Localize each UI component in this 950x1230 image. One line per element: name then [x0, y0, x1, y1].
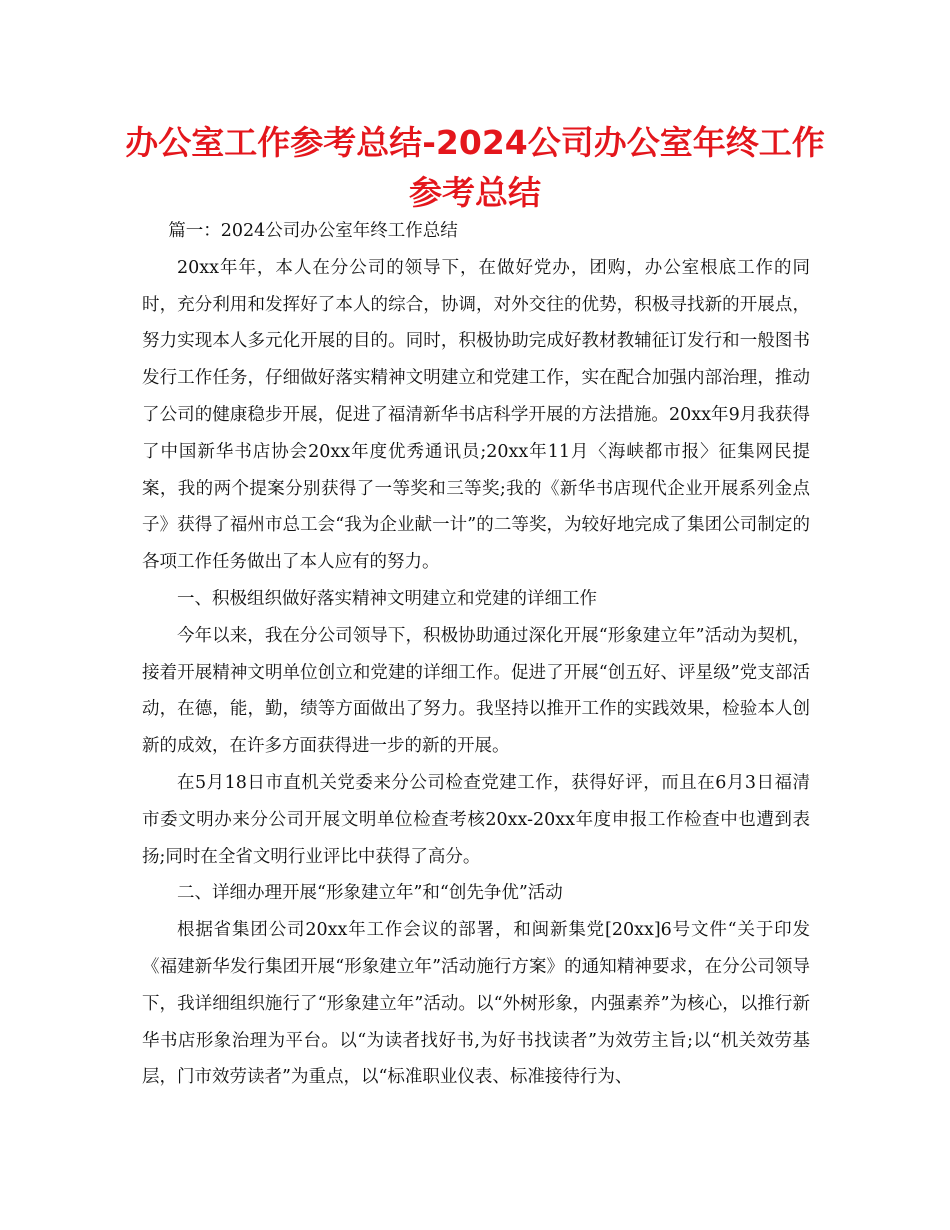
document-title: 办公室工作参考总结-2024公司办公室年终工作参考总结 [125, 123, 825, 212]
paragraph-image-building: 根据省集团公司20xx年工作会议的部署，和闽新集党[20xx]6号文件“关于印发《福建新华发行集团开展“形象建立年”活动施行方案》的通知精神要求，在分公司领导下，我详细组织施行了“形象建立年”活动。以“外树形象，内强素养”为核心，以推行新华书店形象治理为平台。以“为读者找好书,为好书找读者”为效劳主旨;以“机关效劳基层，门市效劳读者”为重点，以“标准职业仪表、标准接待行为、 [142, 920, 810, 1088]
section-heading-1: 一、积极组织做好落实精神文明建立和党建的详细工作 [177, 588, 597, 609]
document-body [142, 213, 810, 1096]
section-heading-part-one: 篇一：2024公司办公室年终工作总结 [168, 221, 458, 241]
paragraph-inspection: 在5月18日市直机关党委来分公司检查党建工作，获得好评，而且在6月3日福清市委文明办来分公司开展文明单位检查考核20xx-20xx年度申报工作检查中也遭到表扬;同时在全省文明行业评比中获得了高分。 [142, 772, 810, 867]
paragraph-summary: 20xx年年，本人在分公司的领导下，在做好党办，团购，办公室根底工作的同时，充分利用和发挥好了本人的综合，协调，对外交往的优势，积极寻找新的开展点，努力实现本人多元化开展的目的。同时，积极协助完成好教材教辅征订发行和一般图书发行工作任务，仔细做好落实精神文明建立和党建工作，实在配合加强内部治理，推动了公司的健康稳步开展，促进了福清新华书店科学开展的方法措施。20xx年9月我获得了中国新华书店协会20xx年度优秀通讯员;20xx年11月〈海峡都市报〉征集网民提案，我的两个提案分别获得了一等奖和三等奖;我的《新华书店现代企业开展系列金点子》获得了福州市总工会“我为企业献一计”的二等奖，为较好地完成了集团公司制定的各项工作任务做出了本人应有的努力。 [142, 257, 810, 573]
section-heading-2: 二、详细办理开展“形象建立年”和“创先争优”活动 [177, 883, 563, 904]
paragraph-party-building: 今年以来，我在分公司领导下，积极协助通过深化开展“形象建立年”活动为契机，接着开展精神文明单位创立和党建的详细工作。促进了开展“创五好、评星级”党支部活动，在德，能，勤，绩等方面做出了努力。我坚持以推开工作的实践效果，检验本人创新的成效，在许多方面获得进一步的新的开展。 [142, 625, 810, 757]
